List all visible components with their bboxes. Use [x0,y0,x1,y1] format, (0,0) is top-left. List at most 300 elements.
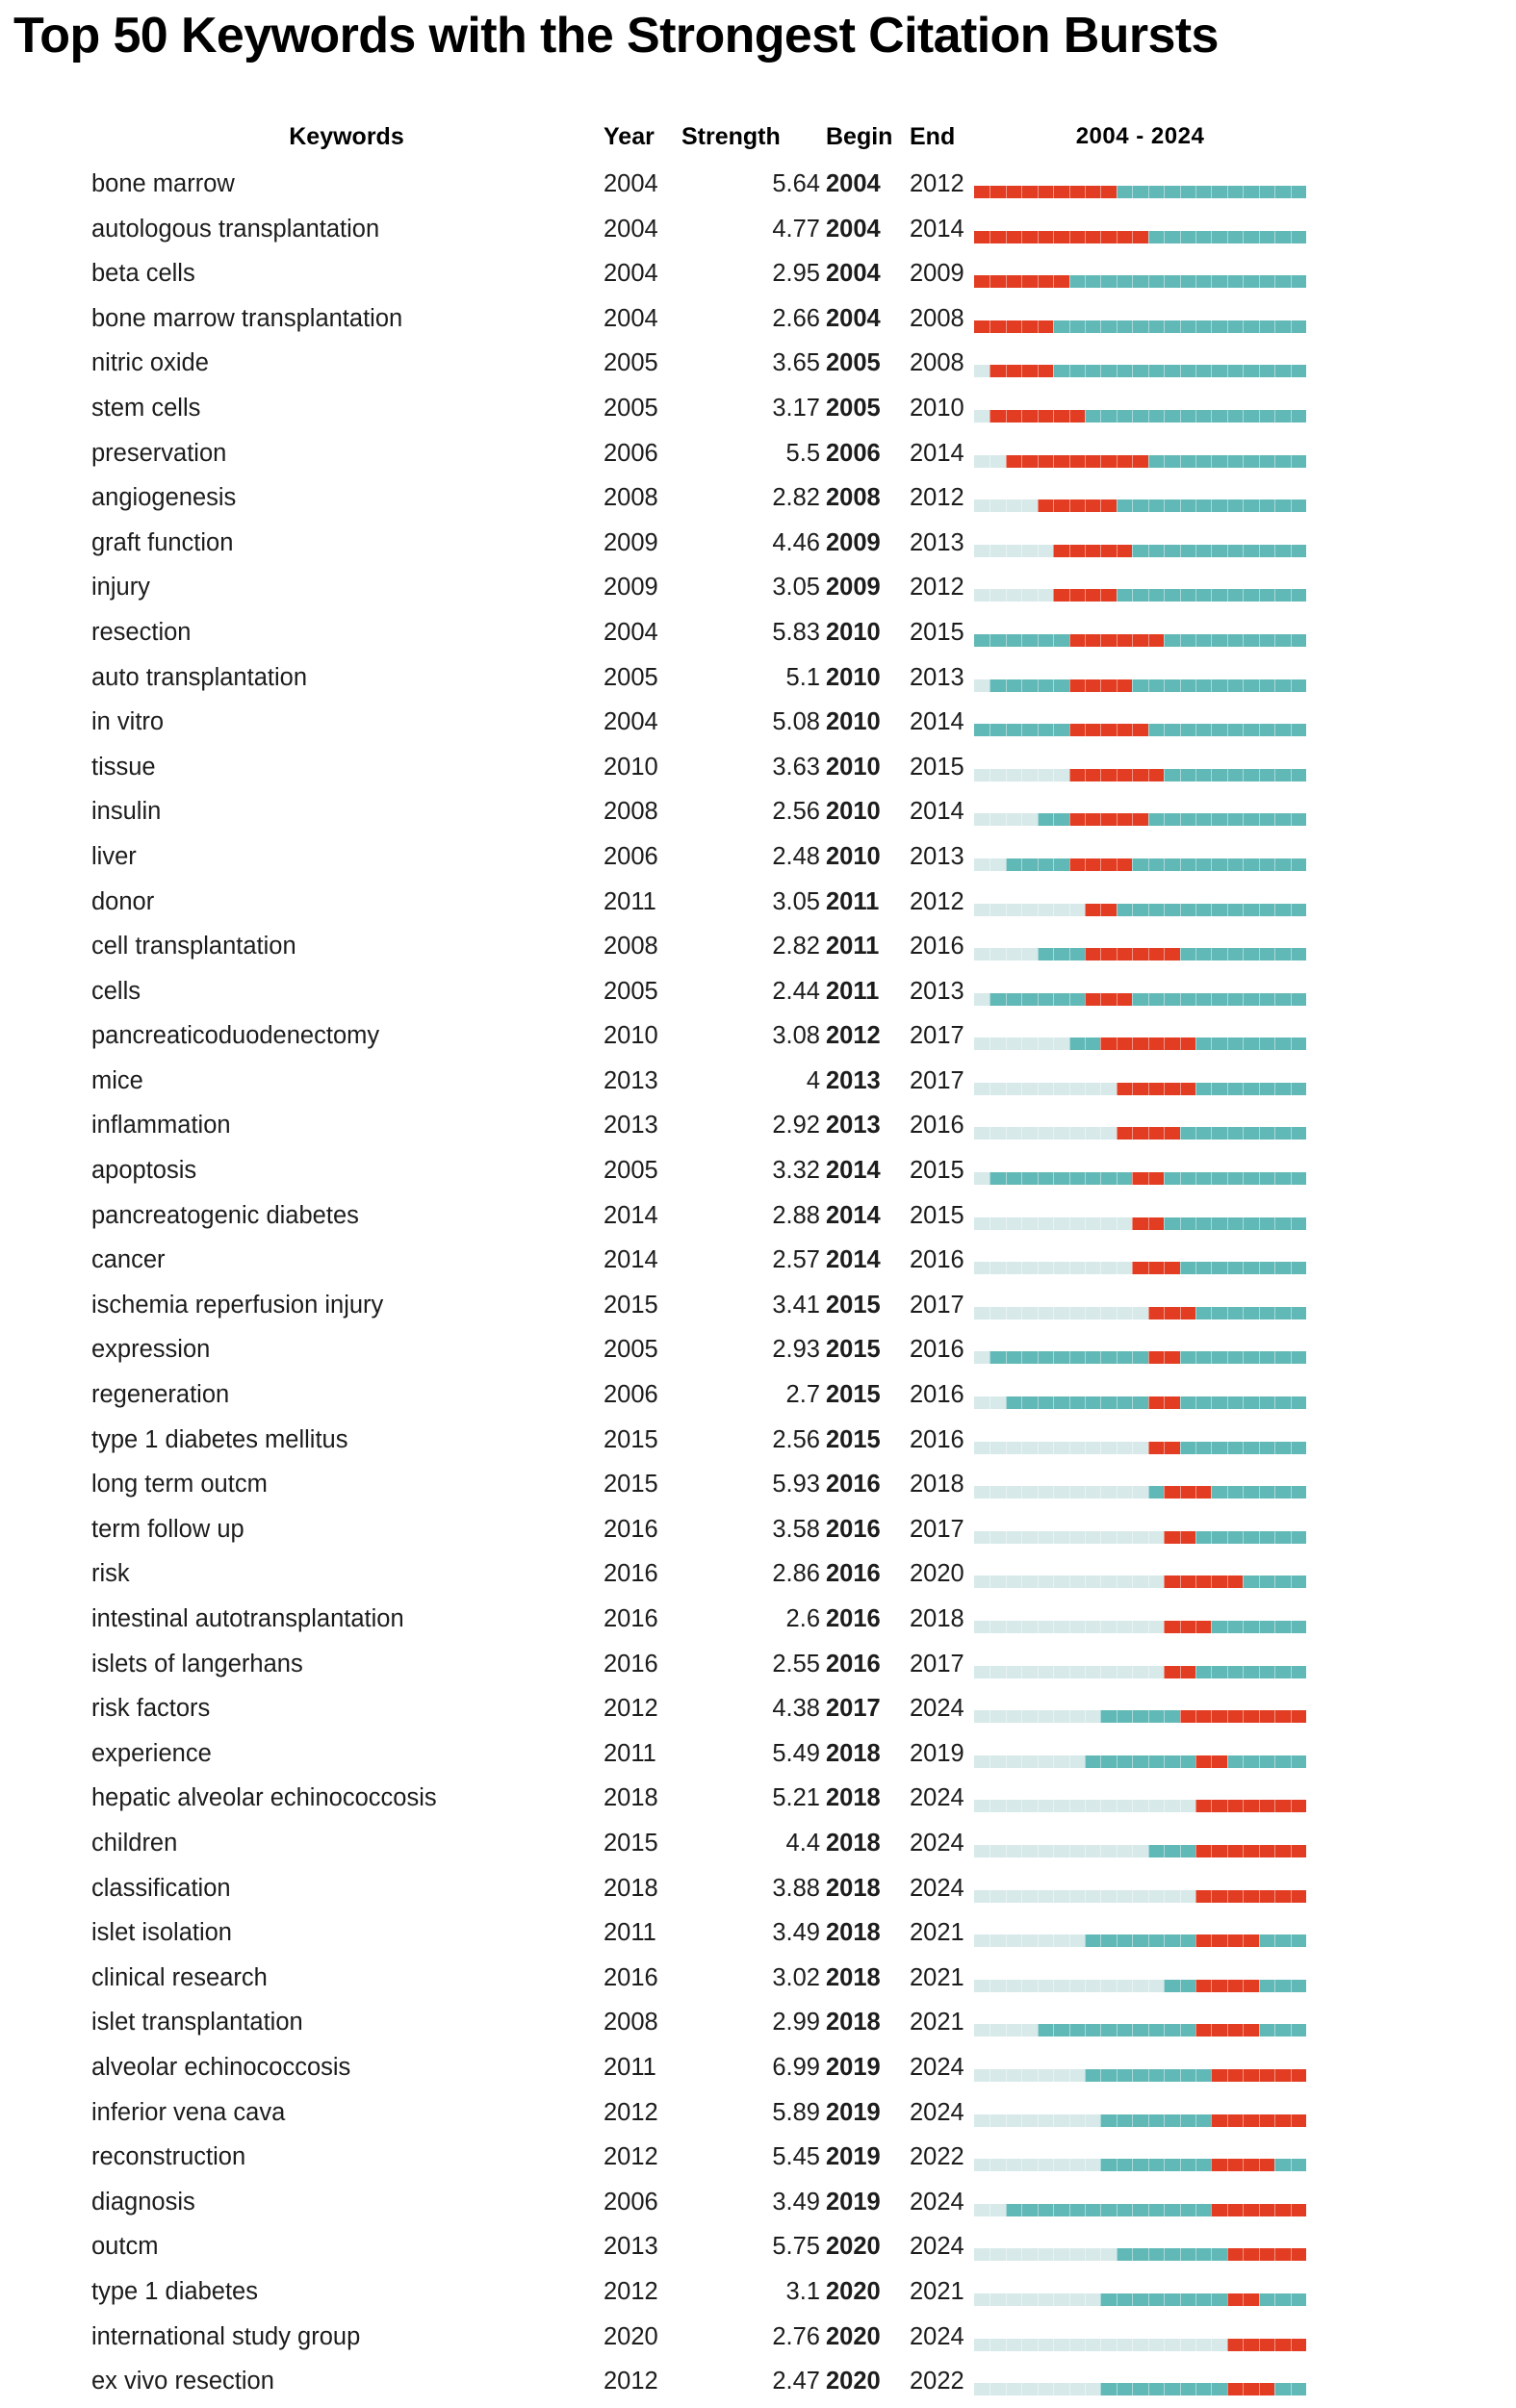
year-tick [989,410,990,423]
year-tick [1069,1531,1070,1544]
year-tick [1117,1396,1118,1409]
year-tick [1021,1262,1022,1274]
year-tick [1227,186,1228,198]
year-tick [1259,634,1260,647]
year-tick [1164,1934,1165,1947]
year-tick [1117,948,1118,961]
year-tick [989,858,990,871]
year-tick [1291,500,1292,512]
year-tick [1164,2069,1165,2082]
year-tick [1195,634,1196,647]
year-tick [1291,1396,1292,1409]
year-tick [1291,1351,1292,1364]
year-tick [1148,2339,1149,2351]
year-tick [1038,410,1039,423]
year-tick [1038,1307,1039,1319]
year-tick [1243,1172,1244,1185]
bar-segment-active-after [1259,1934,1306,1947]
year-tick [1021,1351,1022,1364]
table-row [0,1646,1516,1691]
bar-segment-pre [974,1845,1148,1857]
year-tick [1211,2383,1212,2395]
year-tick [1291,1890,1292,1903]
year-tick [1227,948,1228,961]
year-tick [1259,1396,1260,1409]
bar-segment-active-after [1132,993,1306,1006]
year-tick [1164,904,1165,916]
year-tick [1211,1083,1212,1095]
year-tick [1117,1262,1118,1274]
year-value: 2020 [604,2322,658,2350]
year-tick [1227,2383,1228,2395]
year-tick [1259,2248,1260,2261]
year-tick [1069,320,1070,333]
year-tick [1211,634,1212,647]
year-tick [1180,634,1181,647]
year-tick [1291,769,1292,781]
bar-segment-pre [974,1442,1148,1454]
year-tick [1195,545,1196,557]
year-tick [989,275,990,288]
year-tick [1006,1531,1007,1544]
year-tick [1180,1442,1181,1454]
year-tick [1180,2248,1181,2261]
year-tick [1211,545,1212,557]
year-tick [1291,1575,1292,1588]
strength-value: 2.95 [772,260,820,288]
year-tick [1053,1351,1054,1364]
year-tick [1243,455,1244,468]
year-value: 2012 [604,1695,658,1723]
year-tick [1021,1083,1022,1095]
year-tick [1006,1217,1007,1230]
year-tick [1100,545,1101,557]
year-tick [1259,813,1260,826]
year-tick [1195,1486,1196,1499]
year-tick [1164,589,1165,602]
year-tick [1180,993,1181,1006]
year-tick [1259,769,1260,781]
year-tick [1291,2069,1292,2082]
year-tick [1100,410,1101,423]
year-tick [1006,410,1007,423]
begin-value: 2004 [826,170,881,197]
strength-value: 2.82 [772,933,820,961]
year-tick [1021,1845,1022,1857]
page-title: Top 50 Keywords with the Strongest Citation Bursts [13,8,1219,64]
year-tick [1195,2114,1196,2127]
end-value: 2014 [910,439,964,467]
year-tick [1211,589,1212,602]
year-tick [1085,365,1086,377]
year-tick [1100,231,1101,243]
bar-segment-pre [974,365,989,377]
year-tick [1053,1037,1054,1050]
burst-timeline-bar [974,1666,1306,1678]
keyword-label: resection [91,618,192,646]
header-year: Year [604,123,655,150]
year-tick [1291,186,1292,198]
year-tick [1053,2248,1054,2261]
year-tick [1021,1755,1022,1768]
bar-segment-burst [1069,813,1148,826]
year-tick [1291,1980,1292,1992]
year-tick [1291,410,1292,423]
year-tick [1132,1442,1133,1454]
year-tick [1274,1575,1275,1588]
year-tick [1021,1666,1022,1678]
year-value: 2006 [604,1381,658,1409]
end-value: 2017 [910,1515,964,1543]
strength-value: 3.08 [772,1022,820,1050]
year-tick [1085,1934,1086,1947]
year-tick [1243,275,1244,288]
year-tick [1195,320,1196,333]
year-tick [1053,1980,1054,1992]
year-tick [1038,1083,1039,1095]
table-row [0,659,1516,704]
year-tick [1211,455,1212,468]
end-value: 2015 [910,1157,964,1185]
year-tick [1274,365,1275,377]
year-tick [1069,2293,1070,2306]
year-tick [1038,2248,1039,2261]
bar-segment-active-before [989,679,1068,692]
year-tick [1164,2339,1165,2351]
year-tick [1021,186,1022,198]
keyword-label: in vitro [91,708,165,736]
year-tick [1117,1083,1118,1095]
year-tick [1038,365,1039,377]
year-tick [1195,1083,1196,1095]
year-tick [1180,1351,1181,1364]
year-tick [989,500,990,512]
year-tick [1180,904,1181,916]
year-tick [1291,679,1292,692]
keyword-label: children [91,1829,178,1857]
strength-value: 5.49 [772,1739,820,1767]
strength-value: 2.56 [772,798,820,826]
year-tick [1148,2293,1149,2306]
year-tick [1211,1351,1212,1364]
year-tick [1195,455,1196,468]
year-tick [1164,2024,1165,2037]
year-tick [1211,1307,1212,1319]
bar-segment-burst [1227,2383,1274,2395]
burst-timeline-bar [974,2204,1306,2216]
year-tick [1085,1666,1086,1678]
year-tick [1053,1575,1054,1588]
bar-segment-burst [1038,500,1117,512]
year-tick [1211,1621,1212,1633]
end-value: 2024 [910,2322,964,2350]
year-tick [1243,1531,1244,1544]
year-tick [1211,186,1212,198]
year-tick [989,1800,990,1812]
year-tick [1164,410,1165,423]
year-tick [1195,1127,1196,1140]
year-tick [1117,500,1118,512]
year-tick [1069,1755,1070,1768]
year-tick [1085,2069,1086,2082]
year-tick [1132,1486,1133,1499]
year-tick [1006,1980,1007,1992]
year-tick [1180,1890,1181,1903]
year-tick [1148,1980,1149,1992]
strength-value: 4.38 [772,1695,820,1723]
year-tick [1180,1217,1181,1230]
year-tick [1227,1934,1228,1947]
year-tick [1164,1531,1165,1544]
year-tick [989,2204,990,2216]
year-tick [1274,2293,1275,2306]
year-tick [989,186,990,198]
year-tick [1053,858,1054,871]
year-tick [1195,1890,1196,1903]
year-tick [1180,1531,1181,1544]
year-tick [1291,2114,1292,2127]
year-tick [1243,858,1244,871]
year-tick [1259,2159,1260,2171]
end-value: 2010 [910,394,964,422]
year-tick [1227,1083,1228,1095]
year-tick [1274,320,1275,333]
year-tick [1180,1486,1181,1499]
year-tick [1100,2114,1101,2127]
year-tick [1195,1800,1196,1812]
year-tick [1291,2159,1292,2171]
year-tick [1085,1890,1086,1903]
burst-timeline-bar [974,1755,1306,1768]
keyword-label: hepatic alveolar echinococcosis [91,1784,437,1812]
year-tick [1180,1710,1181,1723]
year-tick [1259,500,1260,512]
year-tick [1053,320,1054,333]
year-tick [1180,2383,1181,2395]
year-tick [1227,1442,1228,1454]
year-value: 2013 [604,1066,658,1094]
year-tick [1291,993,1292,1006]
year-tick [1117,2204,1118,2216]
year-tick [1211,1890,1212,1903]
year-tick [1085,1307,1086,1319]
year-value: 2005 [604,663,658,691]
year-tick [1021,275,1022,288]
year-tick [1006,186,1007,198]
strength-value: 2.99 [772,2009,820,2037]
year-tick [1006,2024,1007,2037]
keyword-label: classification [91,1874,231,1902]
year-tick [1100,948,1101,961]
year-tick [1006,589,1007,602]
year-tick [1274,410,1275,423]
year-tick [1038,2024,1039,2037]
year-tick [1117,2339,1118,2351]
burst-timeline-bar [974,1621,1306,1633]
bar-segment-burst [1227,2339,1306,2351]
year-tick [1227,2114,1228,2127]
year-tick [1259,1845,1260,1857]
begin-value: 2010 [826,798,881,826]
year-tick [1053,589,1054,602]
burst-timeline-bar [974,1127,1306,1140]
year-tick [1243,231,1244,243]
year-tick [989,1486,990,1499]
year-tick [1085,410,1086,423]
table-row [0,2273,1516,2318]
year-tick [1085,1083,1086,1095]
year-tick [1291,1262,1292,1274]
year-tick [1117,1710,1118,1723]
year-tick [1164,1710,1165,1723]
year-tick [1100,2204,1101,2216]
bar-segment-pre [974,1351,989,1364]
year-tick [1164,993,1165,1006]
end-value: 2012 [910,574,964,602]
year-tick [1132,813,1133,826]
year-tick [1195,2293,1196,2306]
year-tick [1180,2293,1181,2306]
year-tick [1243,1083,1244,1095]
end-value: 2012 [910,887,964,915]
burst-timeline-bar [974,813,1306,826]
year-tick [1148,2248,1149,2261]
year-tick [1021,1710,1022,1723]
year-tick [1291,724,1292,736]
year-tick [1085,769,1086,781]
year-tick [1117,1934,1118,1947]
year-tick [1227,724,1228,736]
year-tick [1274,904,1275,916]
year-tick [1021,1172,1022,1185]
year-tick [1274,2248,1275,2261]
bar-segment-pre [974,2248,1117,2261]
bar-segment-active-before [1038,948,1085,961]
strength-value: 6.99 [772,2053,820,2081]
year-tick [1100,1351,1101,1364]
year-tick [1291,2248,1292,2261]
year-tick [1069,2204,1070,2216]
year-tick [1038,2069,1039,2082]
table-row [0,1960,1516,2005]
year-tick [1291,1755,1292,1768]
year-tick [1117,1845,1118,1857]
year-tick [1053,1172,1054,1185]
year-tick [1085,1845,1086,1857]
year-tick [1021,1890,1022,1903]
year-tick [1195,410,1196,423]
year-tick [1195,2069,1196,2082]
year-tick [1243,320,1244,333]
year-tick [1180,1800,1181,1812]
burst-timeline-bar [974,1845,1306,1857]
keyword-label: intestinal autotransplantation [91,1605,404,1632]
year-tick [1291,275,1292,288]
year-tick [1085,1755,1086,1768]
year-tick [1148,1083,1149,1095]
year-tick [1227,904,1228,916]
year-tick [1069,634,1070,647]
year-tick [1021,2293,1022,2306]
year-tick [1291,1037,1292,1050]
year-tick [1148,1396,1149,1409]
year-tick [1038,1755,1039,1768]
year-tick [1132,1755,1133,1768]
year-tick [1274,1980,1275,1992]
burst-timeline-bar [974,1351,1306,1364]
year-tick [1132,724,1133,736]
year-tick [1100,858,1101,871]
year-tick [1291,858,1292,871]
year-tick [1021,1486,1022,1499]
year-tick [1259,320,1260,333]
year-tick [1195,2204,1196,2216]
year-tick [989,1980,990,1992]
year-tick [1243,1800,1244,1812]
year-tick [1227,1845,1228,1857]
year-tick [1211,2339,1212,2351]
year-tick [1259,186,1260,198]
year-tick [1132,1351,1133,1364]
year-tick [1038,589,1039,602]
year-tick [1274,1083,1275,1095]
year-tick [989,1127,990,1140]
year-tick [1211,365,1212,377]
year-tick [1227,2293,1228,2306]
year-tick [1180,2024,1181,2037]
year-value: 2013 [604,2233,658,2261]
year-tick [1100,634,1101,647]
year-tick [1132,1127,1133,1140]
year-tick [1021,769,1022,781]
year-tick [1211,2293,1212,2306]
year-tick [1053,1217,1054,1230]
year-tick [1259,993,1260,1006]
burst-timeline-bar [974,275,1306,288]
year-tick [1227,769,1228,781]
year-tick [1069,2339,1070,2351]
year-tick [1211,724,1212,736]
year-tick [1117,2293,1118,2306]
year-tick [1195,275,1196,288]
year-tick [1164,2383,1165,2395]
year-tick [1117,320,1118,333]
year-tick [1085,1800,1086,1812]
year-tick [1259,1442,1260,1454]
year-tick [1038,948,1039,961]
year-tick [1117,231,1118,243]
year-tick [1227,1037,1228,1050]
year-tick [1164,2204,1165,2216]
year-tick [1148,2069,1149,2082]
keyword-label: apoptosis [91,1157,197,1185]
year-tick [1291,634,1292,647]
year-tick [1085,589,1086,602]
year-tick [1038,2204,1039,2216]
year-tick [1069,724,1070,736]
year-tick [1100,589,1101,602]
year-tick [1259,1531,1260,1544]
year-tick [1006,2114,1007,2127]
year-tick [1291,1127,1292,1140]
end-value: 2021 [910,2009,964,2037]
year-tick [1180,1037,1181,1050]
year-tick [1148,858,1149,871]
year-tick [1274,1531,1275,1544]
year-tick [1006,1934,1007,1947]
year-tick [1195,1845,1196,1857]
year-tick [1195,589,1196,602]
